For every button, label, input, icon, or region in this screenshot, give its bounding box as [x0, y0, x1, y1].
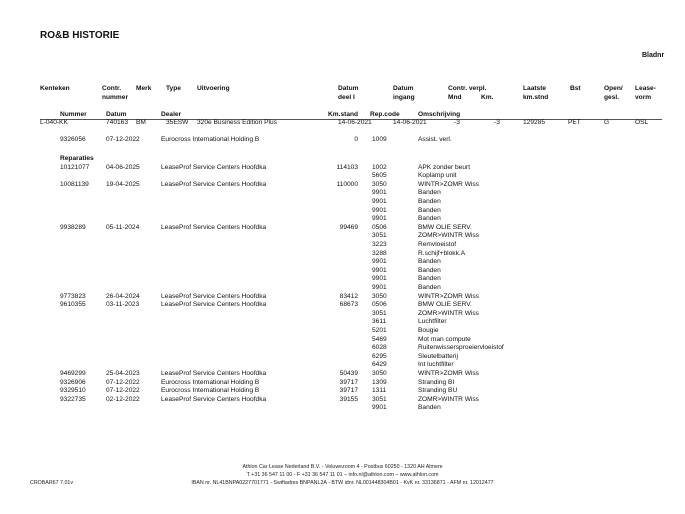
repair-omschrijving: WINTR>ZOMR Wiss [418, 180, 479, 188]
repair-datum: 04-06-2025 [106, 163, 140, 171]
assist-datum: 07-12-2022 [106, 136, 140, 143]
repair-omschrijving: Sleutelbatterij [418, 352, 458, 360]
repair-omschrijving: ZOMR>WINTR Wiss [418, 395, 479, 403]
vehicle-uitvoering: 320e Business Edition Plus [197, 119, 277, 126]
vehicle-kenteken: L-040-KK [40, 119, 68, 126]
repair-kmstand: 114103 [336, 163, 358, 171]
sub-datum: Datum [106, 111, 127, 118]
reparaties-label: Reparaties [60, 155, 94, 162]
repair-repcode: 5605 [372, 172, 387, 180]
repair-repcode: 6295 [372, 352, 387, 360]
repair-omschrijving: BMW OLIE SERV. [418, 301, 472, 309]
repair-nummer: 9610355 [60, 301, 86, 309]
repair-kmstand: 39717 [339, 378, 358, 386]
repair-nummer: 9329510 [60, 387, 86, 395]
repair-omschrijving: Banden [418, 258, 441, 266]
col-datum-ingang: Datum ingang [393, 85, 415, 101]
repair-omschrijving: Koplamp unit [418, 172, 457, 180]
repair-omschrijving: WINTR>ZOMR Wiss [418, 292, 479, 300]
repair-omschrijving: Banden [418, 215, 441, 223]
repair-omschrijving: Banden [418, 283, 441, 291]
repair-omschrijving: Banden [418, 266, 441, 274]
vehicle-datum-deel1: 14-06-2021 [338, 119, 372, 126]
repair-dealer: Eurocross International Holding B [161, 378, 260, 386]
footer-registration: IBAN nr. NL41BNPA0227701771 - Swiftadres BNPANL2A - BTW idnr. NL001448304B01 - KvK nr. 33136871 - AFM nr. 12012477 [191, 480, 494, 486]
repair-kmstand: 50439 [339, 369, 358, 377]
repair-repcode: 3051 [372, 232, 387, 240]
repair-omschrijving: Banden [418, 189, 441, 197]
col-mnd: Mnd [448, 93, 462, 101]
repair-omschrijving: WINTR>ZOMR Wiss [418, 369, 479, 377]
repair-nummer: 9322735 [60, 395, 86, 403]
repair-repcode: 3051 [372, 309, 387, 317]
col-merk: Merk [136, 85, 152, 92]
footer-form-code: CROBAR67 7.01v [30, 480, 73, 486]
repair-omschrijving: Bougie [418, 326, 439, 334]
repair-repcode: 0506 [372, 223, 387, 231]
repair-repcode: 3050 [372, 180, 387, 188]
repair-repcode: 6028 [372, 344, 387, 352]
sub-dealer: Dealer [161, 111, 182, 118]
repair-datum: 05-11-2024 [106, 223, 140, 231]
col-open-gesl: Open/ gesl. [604, 85, 623, 101]
repair-kmstand: 39155 [339, 395, 358, 403]
vehicle-datum-ingang: 14-06-2021 [393, 119, 427, 126]
repair-nummer: 10081139 [60, 180, 89, 188]
repair-repcode: 1309 [372, 378, 387, 386]
repair-datum: 26-04-2024 [106, 292, 140, 300]
repair-repcode: 3050 [372, 292, 387, 300]
repair-repcode: 5469 [372, 335, 387, 343]
repair-omschrijving: R.schijf+blokk.A [418, 249, 466, 257]
repair-repcode: 9901 [372, 266, 387, 274]
repair-repcode: 3611 [372, 318, 387, 326]
repair-omschrijving: Stranding BI [418, 378, 455, 386]
repair-dealer: LeaseProf Service Centers Hoofdka [161, 301, 267, 309]
col-type: Type [166, 85, 181, 92]
repair-omschrijving: Banden [418, 404, 441, 412]
repair-dealer: LeaseProf Service Centers Hoofdka [161, 395, 267, 403]
repair-repcode: 3288 [372, 249, 387, 257]
repair-repcode: 1311 [372, 387, 387, 395]
vehicle-type: 35ESW [166, 119, 189, 126]
col-bst: Bst [570, 85, 581, 92]
repair-dealer: LeaseProf Service Centers Hoofdka [161, 369, 267, 377]
repair-repcode: 9901 [372, 275, 387, 283]
vehicle-contract: 740163 [106, 119, 129, 126]
page-number-label: Bladnr [642, 52, 665, 59]
repair-repcode: 9901 [372, 215, 387, 223]
repair-datum: 02-12-2022 [106, 395, 140, 403]
repair-omschrijving: APK zonder beurt [418, 163, 471, 171]
col-uitvoering: Uitvoering [197, 85, 230, 92]
assist-dealer: Eurocross International Holding B [161, 136, 260, 143]
vehicle-mnd: -3 [454, 119, 460, 126]
repair-kmstand: 68673 [339, 301, 358, 309]
repair-datum: 03-11-2023 [106, 301, 140, 309]
repair-omschrijving: Int luchtfilter [418, 361, 454, 369]
repair-repcode: 0506 [372, 301, 387, 309]
repair-nummer: 9469299 [60, 369, 86, 377]
repair-repcode: 3051 [372, 395, 387, 403]
repair-omschrijving: Stranding BU [418, 387, 458, 395]
repair-repcode: 3223 [372, 240, 387, 248]
col-contr-nummer: Contr. nummer [102, 85, 129, 101]
repair-datum: 25-04-2023 [106, 369, 140, 377]
col-laatste-km: Laatste km.stnd [523, 85, 549, 101]
col-km: Km. [481, 93, 494, 101]
footer-address: Athlon Car Lease Nederland B.V. - Veluwezoom 4 - Postbus 60250 - 1320 AH Almere [242, 464, 443, 470]
sub-kmstand: Km.stand [328, 111, 359, 118]
repair-datum: 07-12-2022 [106, 387, 140, 395]
sub-omschrijving: Omschrijving [418, 111, 461, 118]
repair-repcode: 5201 [372, 326, 387, 334]
repair-omschrijving: BMW OLIE SERV. [418, 223, 472, 231]
repair-datum: 07-12-2022 [106, 378, 140, 386]
repair-omschrijving: Banden [418, 275, 441, 283]
repair-repcode: 9901 [372, 189, 387, 197]
repair-repcode: 9901 [372, 258, 387, 266]
repair-kmstand: 39717 [339, 387, 358, 395]
repair-dealer: LeaseProf Service Centers Hoofdka [161, 292, 267, 300]
repair-omschrijving: ZOMR>WINTR Wiss [418, 309, 479, 317]
repair-repcode: 3050 [372, 369, 387, 377]
repair-dealer: LeaseProf Service Centers Hoofdka [161, 180, 267, 188]
repair-dealer: Eurocross International Holding B [161, 387, 260, 395]
col-contr-verpl: Contr. verpl. [448, 85, 487, 92]
assist-repcode: 1009 [372, 136, 387, 143]
vehicle-bst: PET [568, 119, 581, 126]
repair-repcode: 9901 [372, 404, 387, 412]
vehicle-lease-vorm: OSL [635, 119, 649, 126]
repair-omschrijving: Banden [418, 206, 441, 214]
sub-repcode: Rep.code [370, 111, 400, 118]
col-lease-vorm: Lease- vorm [635, 85, 656, 101]
repair-omschrijving: Remvloeistof [418, 240, 457, 248]
repair-omschrijving: Ruitenwissersproeiervloeistof [418, 344, 504, 352]
sub-nummer: Nummer [60, 111, 87, 118]
assist-kmstand: 0 [354, 136, 358, 143]
repair-omschrijving: Luchtfilter [418, 318, 447, 326]
repair-kmstand: 99469 [339, 223, 358, 231]
vehicle-laatste-km: 129285 [523, 119, 546, 126]
repair-nummer: 9938289 [60, 223, 86, 231]
footer-contact: T +31 36 547 11 00 - F +31 36 547 11 01 – info.nl@athlon.com – www.athlon.com [246, 472, 439, 478]
repair-repcode: 9901 [372, 283, 387, 291]
assist-nummer: 9326056 [60, 136, 86, 143]
page-title: RO&B HISTORIE [40, 30, 120, 41]
repair-kmstand: 110000 [336, 180, 358, 188]
col-datum-deel1: Datum deel I [338, 85, 359, 101]
assist-omschrijving: Assist. verl. [418, 136, 452, 143]
vehicle-km: -3 [494, 119, 500, 126]
repair-repcode: 1002 [372, 163, 387, 171]
repair-repcode: 9901 [372, 206, 387, 214]
repair-omschrijving: ZOMR>WINTR Wiss [418, 232, 479, 240]
vehicle-open-gesl: G [604, 119, 610, 126]
col-kenteken: Kenteken [40, 85, 70, 92]
repair-omschrijving: Banden [418, 197, 441, 205]
repair-dealer: LeaseProf Service Centers Hoofdka [161, 223, 267, 231]
repair-repcode: 9901 [372, 197, 387, 205]
repair-repcode: 6429 [372, 361, 387, 369]
vehicle-merk: BM [136, 119, 146, 126]
repair-nummer: 9326906 [60, 378, 86, 386]
repair-dealer: LeaseProf Service Centers Hoofdka [161, 163, 267, 171]
repair-kmstand: 83412 [339, 292, 358, 300]
repair-datum: 19-04-2025 [106, 180, 140, 188]
repair-nummer: 9773823 [60, 292, 86, 300]
repair-omschrijving: Mot man compute [418, 335, 471, 343]
repair-nummer: 10121077 [60, 163, 90, 171]
